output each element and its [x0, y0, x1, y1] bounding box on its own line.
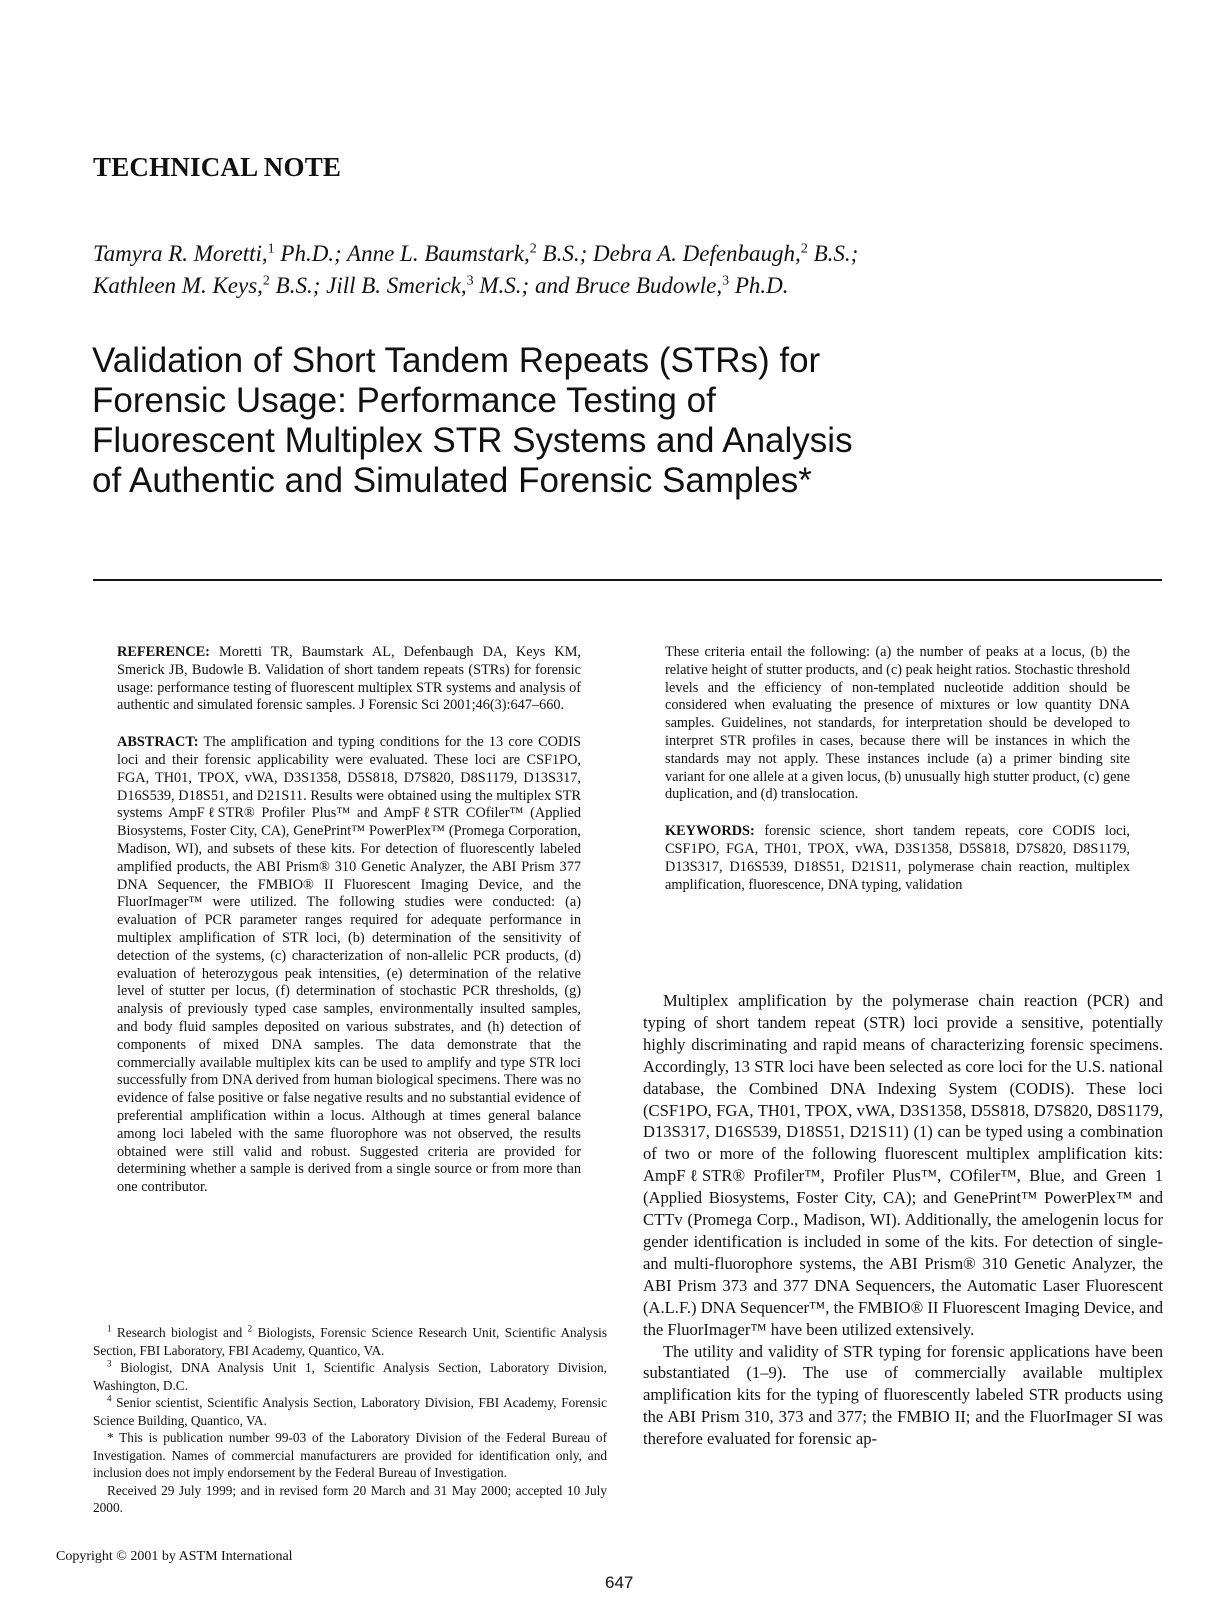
- abstract-paragraph: [117, 734, 581, 1197]
- abstract-label: ABSTRACT:: [117, 734, 199, 751]
- author-degree: Ph.D.: [729, 273, 789, 298]
- title-line: Fluorescent Multiplex STR Systems and Analysis: [92, 421, 853, 460]
- body-text: [643, 990, 1163, 1450]
- title-line: of Authentic and Simulated Forensic Samples*: [92, 461, 812, 500]
- copyright-notice: Copyright © 2001 by ASTM International: [56, 1549, 293, 1564]
- footnote-text: Biologist, DNA Analysis Unit 1, Scientific Analysis Section, Laboratory Division, Washington, D.C.: [93, 1360, 607, 1393]
- author-degree: B.S.;: [269, 273, 327, 298]
- abstract-column-left: [117, 644, 581, 1216]
- author-name: Debra A. Defenbaugh,: [592, 241, 801, 266]
- author-name: Tamyra R. Moretti,: [93, 241, 268, 266]
- footnote-text: * This is publication number 99-03 of the Laboratory Division of the Federal Bureau of Investigation. Names of commercial manufacturers are provided for identification only, and inclusion does not imply endorsement by the Federal Bureau of Investigation.: [93, 1430, 607, 1480]
- article-title: [92, 341, 1092, 501]
- footnote-text: Biologists, Forensic Science Research Unit, Scientific Analysis Section, FBI Laboratory, FBI Academy, Quantico, VA.: [93, 1325, 607, 1358]
- author-name: Anne L. Baumstark,: [347, 241, 530, 266]
- footnote-marker: 2: [247, 1323, 253, 1334]
- reference-label: REFERENCE:: [117, 644, 210, 660]
- footnote-text: Research biologist and: [111, 1325, 248, 1340]
- author-affiliation-marker: 3: [722, 273, 730, 289]
- title-line: Forensic Usage: Performance Testing of: [92, 381, 716, 420]
- author-affiliation-marker: 2: [800, 241, 808, 257]
- author-affiliation-marker: 3: [466, 273, 474, 289]
- footnote: [93, 1429, 607, 1482]
- author-affiliation-marker: 1: [267, 241, 275, 257]
- body-paragraph: Multiplex amplification by the polymerase chain reaction (PCR) and typing of short tandem repeat (STR) loci provide a sensitive, potentially highly discriminating and rapid means of characterizing forensic specimens. Accordingly, 13 STR loci have been selected as core loci for the U.S. national database, the Combined DNA Indexing System (CODIS). These loci (CSF1PO, FGA, TH01, TPOX, vWA, D3S1358, D5S818, D7S820, D8S1179, D13S317, D16S539, D18S51, D21S11) (1) can be typed using a combination of two or more of the following fluorescent multiplex amplification kits: AmpFℓSTR® Profiler™, Profiler Plus™, COfiler™, Blue, and Green 1 (Applied Biosystems, Foster City, CA); and GenePrint™ PowerPlex™ and CTTv (Promega Corp., Madison, WI). Additionally, the amelogenin locus for gender identification is included in some of the kits. For detection of single- and multi-fluorophore systems, the ABI Prism® 310 Genetic Analyzer, the ABI Prism 373 and 377 DNA Sequencers, the Automatic Laser Fluorescent (A.L.F.) DNA Sequencer™, the FMBIO® II Fluorescent Imaging Device, and the FluorImager™ have been utilized extensively.: [643, 991, 1163, 1339]
- keywords-text: forensic science, short tandem repeats, core CODIS loci, CSF1PO, FGA, TH01, TPOX, vWA, D3S1358, D5S818, D7S820, D8S1179, D13S317, D16S539, D18S51, D21S11, polymerase chain reaction, multiplex amplification, fluorescence, DNA typing, validation: [665, 823, 1131, 893]
- reference-paragraph: [117, 644, 581, 715]
- reference-text: Moretti TR, Baumstark AL, Defenbaugh DA, Keys KM, Smerick JB, Budowle B. Validation of short tandem repeats (STRs) for forensic usage: performance testing of fluorescent multiplex STR systems and analysis of authentic and simulated forensic samples. J Forensic Sci 2001;46(3):647–660.: [117, 644, 581, 714]
- author-name: Kathleen M. Keys,: [93, 273, 263, 298]
- footnote-marker: 3: [107, 1358, 112, 1369]
- footnote: [93, 1324, 607, 1359]
- page-number: 647: [605, 1573, 634, 1592]
- author-line: [93, 270, 1093, 302]
- footnotes: [93, 1324, 607, 1517]
- author-degree: Ph.D.;: [274, 241, 348, 266]
- author-line: [93, 238, 1093, 270]
- author-degree: M.S.;: [473, 273, 535, 298]
- abstract-column-right: [665, 644, 1130, 913]
- footnote: [93, 1359, 607, 1394]
- author-degree: B.S.;: [807, 241, 859, 266]
- footnote-text: Received 29 July 1999; and in revised form 20 March and 31 May 2000; accepted 10 July 2000.: [93, 1482, 607, 1515]
- footnote: [93, 1394, 607, 1429]
- title-line: Validation of Short Tandem Repeats (STRs) for: [92, 341, 821, 380]
- footnote: [93, 1482, 607, 1517]
- keywords-label: KEYWORDS:: [665, 823, 755, 840]
- author-name: Jill B. Smerick,: [326, 273, 467, 298]
- section-label: TECHNICAL NOTE: [93, 152, 342, 182]
- keywords-paragraph: [665, 823, 1130, 894]
- author-list: [93, 238, 1093, 302]
- title-divider: [93, 579, 1162, 581]
- abstract-continuation: These criteria entail the following: (a) the number of peaks at a locus, (b) the relative height of stutter products, and (c) peak height ratios. Stochastic threshold levels and the efficiency of non-templated nucleotide addition should be considered when evaluating the presence of mixtures or low quantity DNA samples. Guidelines, not standards, for interpretation should be developed to interpret STR profiles in cases, because there will be instances in which the standards may not apply. These instances include (a) a primer binding site variant for one allele at a given locus, (b) unusually high stutter product, (c) gene duplication, and (d) translocation.: [665, 644, 1130, 803]
- author-name: and Bruce Budowle,: [534, 273, 723, 298]
- footnote-marker: 1: [107, 1323, 112, 1334]
- footnote-marker: 4: [107, 1393, 112, 1404]
- author-affiliation-marker: 2: [262, 273, 270, 289]
- author-degree: B.S.;: [536, 241, 593, 266]
- author-affiliation-marker: 2: [529, 241, 537, 257]
- body-paragraph: The utility and validity of STR typing for forensic applications have been substantiated (1–9). The use of commercially available multiplex amplification kits for the typing of fluorescently labeled STR products using the ABI Prism 310, 373 and 377; the FMBIO II; and the FluorImager SI was therefore evaluated for forensic ap-: [643, 1341, 1163, 1449]
- abstract-text: The amplification and typing conditions for the 13 core CODIS loci and their forensic applicability were evaluated. These loci are CSF1PO, FGA, TH01, TPOX, vWA, D3S1358, D5S818, D7S820, D8S1179, D13S317, D16S539, D18S51, and D21S11. Results were obtained using the multiplex STR systems AmpFℓSTR® Profiler Plus™ and AmpFℓSTR COfiler™ (Applied Biosystems, Foster City, CA), GenePrint™ PowerPlex™ (Promega Corporation, Madison, WI), and subsets of these kits. For detection of fluorescently labeled amplified products, the ABI Prism® 310 Genetic Analyzer, the ABI Prism 377 DNA Sequencer, the FMBIO® II Fluorescent Imaging Device, and the FluorImager™ were utilized. The following studies were conducted: (a) evaluation of PCR parameter ranges required for adequate performance in multiplex amplification of STR loci, (b) determination of the sensitivity of detection of the systems, (c) characterization of non-allelic PCR products, (d) evaluation of heterozygous peak intensities, (e) determination of the relative level of stutter per locus, (f) determination of stochastic PCR thresholds, (g) analysis of previously typed case samples, environmentally insulted samples, and body fluid samples deposited on various substrates, and (h) detection of components of mixed DNA samples. The data demonstrate that the commercially available multiplex kits can be used to amplify and type STR loci successfully from DNA derived from human biological specimens. There was no evidence of false positive or false negative results and no substantial evidence of preferential amplification within a locus. Although at times general balance among loci labeled with the same fluorophore was not observed, the results obtained were still valid and robust. Suggested criteria are provided for determining whether a sample is derived from a single source or from more than one contributor.: [117, 734, 581, 1196]
- footnote-text: Senior scientist, Scientific Analysis Section, Laboratory Division, FBI Academy, Forensic Science Building, Quantico, VA.: [93, 1395, 607, 1428]
